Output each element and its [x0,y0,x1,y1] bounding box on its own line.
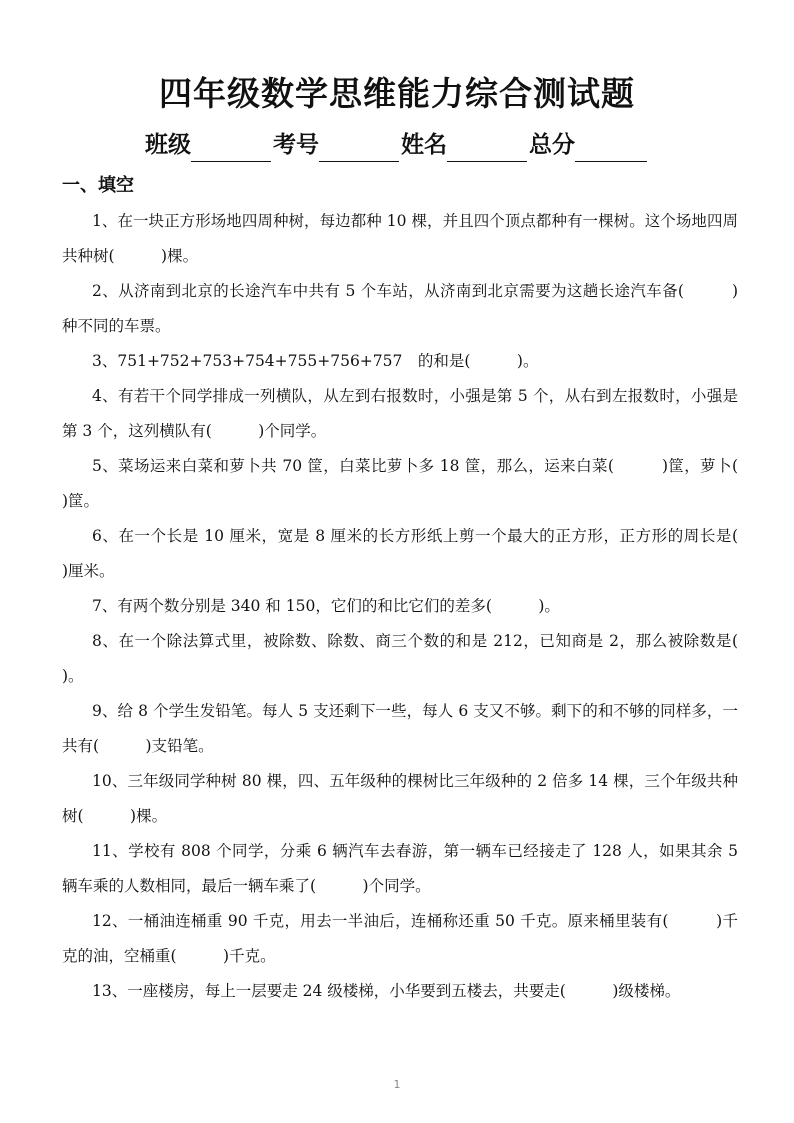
question-7: 7、有两个数分别是 340 和 150，它们的和比它们的差多( )。 [92,597,560,615]
total-score-blank[interactable] [575,135,647,162]
question-2: 2、从济南到北京的长途汽车中共有 5 个车站，从济南到北京需要为这趟长途汽车备( )种不同的车票。 [62,282,738,335]
name-label: 姓名 [401,132,447,158]
exam-number-label: 考号 [273,132,319,158]
question-4: 4、有若干个同学排成一列横队，从左到右报数时，小强是第 5 个，从右到左报数时，小强是第 3 个，这列横队有( )个同学。 [62,387,738,440]
student-info-row [0,128,794,162]
class-label: 班级 [145,132,191,158]
class-blank[interactable] [191,135,271,162]
total-score-label: 总分 [529,132,575,158]
question-1: 1、在一块正方形场地四周种树，每边都种 10 棵，并且四个顶点都种有一棵树。这个场地四周共种树( )棵。 [62,212,738,265]
question-10: 10、三年级同学种树 80 棵，四、五年级种的棵树比三年级种的 2 倍多 14 棵，三个年级共种树( )棵。 [62,772,738,825]
name-field [401,128,529,162]
page-title: 四年级数学思维能力综合测试题 [159,74,635,113]
question-6: 6、在一个长是 10 厘米，宽是 8 厘米的长方形纸上剪一个最大的正方形，正方形的周长是( )厘米。 [62,527,785,580]
page-number: 1 [393,1078,401,1091]
question-8: 8、在一个除法算式里，被除数、除数、商三个数的和是 212，已知商是 2，那么被除数是( )。 [62,632,785,685]
question-list [62,204,785,1009]
question-12: 12、一桶油连桶重 90 千克，用去一半油后，连桶称还重 50 千克。原来桶里装有( )千克的油，空桶重( )千克。 [62,912,738,965]
question-3: 3、751+752+753+754+755+756+757 的和是( )。 [92,352,539,370]
class-field [145,128,273,162]
question-13: 13、一座楼房，每上一层要走 24 级楼梯，小华要到五楼去，共要走( )级楼梯。 [92,982,681,1000]
exam-number-field [273,128,401,162]
total-score-field [529,128,649,162]
exam-number-blank[interactable] [319,135,399,162]
question-9: 9、给 8 个学生发铅笔。每人 5 支还剩下一些，每人 6 支又不够。剩下的和不够的同样多，一共有( )支铅笔。 [62,702,738,755]
name-blank[interactable] [447,135,527,162]
question-11: 11、学校有 808 个同学，分乘 6 辆汽车去春游，第一辆车已经接走了 128 人，如果其余 5 辆车乘的人数相同，最后一辆车乘了( )个同学。 [62,842,738,895]
question-5: 5、菜场运来白菜和萝卜共 70 筐，白菜比萝卜多 18 筐，那么，运来白菜( )筐，萝卜( )筐。 [62,457,785,510]
section-heading-fill-in: 一、填空 [62,175,134,196]
